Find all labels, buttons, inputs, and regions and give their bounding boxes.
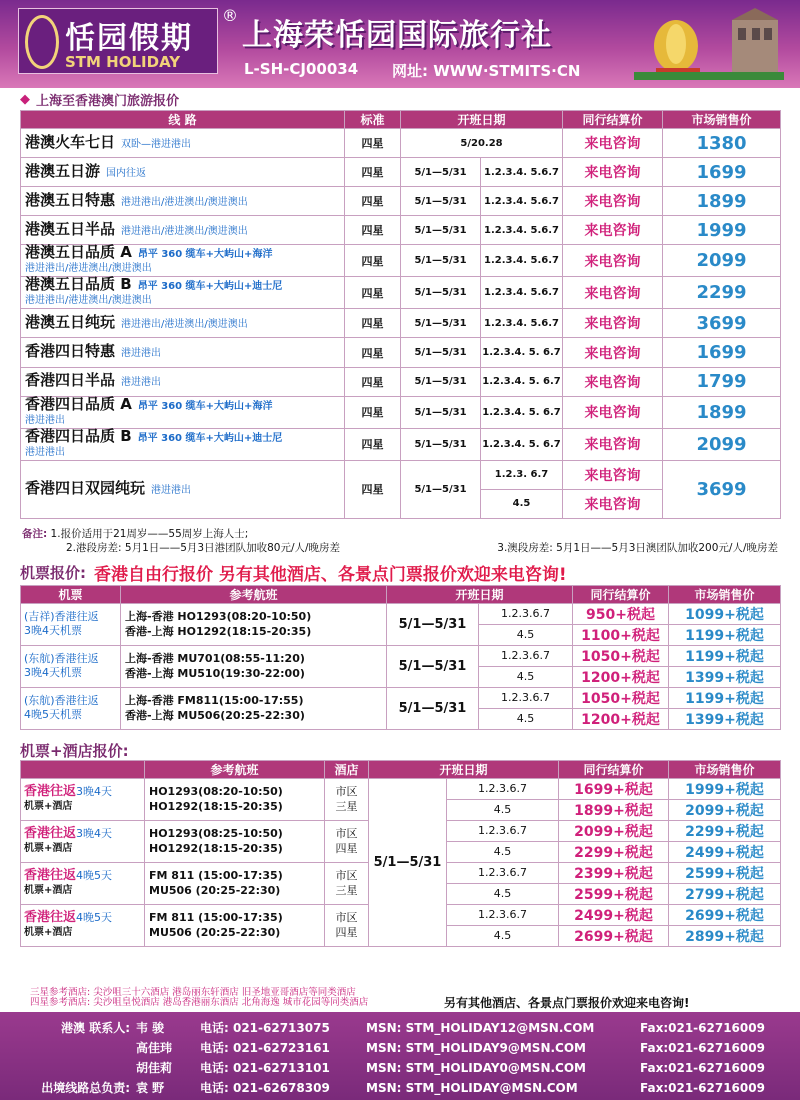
combo-weekdays: 4.5 xyxy=(447,925,559,946)
route-peer-price: 来电咨询 xyxy=(563,396,663,428)
combo-nights: 4晚5天 xyxy=(76,911,113,925)
combo-peer-price: 2399+税起 xyxy=(559,862,669,883)
contact-row xyxy=(0,1038,800,1059)
route-market-price: 1999 xyxy=(663,216,781,245)
combo-peer-price: 2299+税起 xyxy=(559,841,669,862)
combo-header-market: 市场销售价 xyxy=(669,760,781,778)
air-flight-back: 香港-上海 MU506(20:25-22:30) xyxy=(125,709,305,723)
contact-msn[interactable]: MSN: STM_HOLIDAY0@MSN.COM xyxy=(366,1061,587,1075)
combo-title: 香港往返 xyxy=(24,826,77,842)
route-market-price: 1380 xyxy=(663,129,781,158)
combo-hotel-star: 三星 xyxy=(335,884,358,898)
combo-sub: 机票+酒店 xyxy=(24,885,73,897)
header-market-price: 市场销售价 xyxy=(663,111,781,129)
contact-name: 高佳玮 xyxy=(136,1041,173,1055)
combo-title: 香港往返 xyxy=(24,910,77,926)
header-dates: 开班日期 xyxy=(401,111,563,129)
route-peer-price: 来电咨询 xyxy=(563,187,663,216)
contact-row xyxy=(0,1058,800,1079)
air-peer-price: 1200+税起 xyxy=(573,666,669,687)
tour-price-table xyxy=(20,110,781,519)
air-date: 5/1—5/31 xyxy=(387,687,479,729)
combo-hotel xyxy=(325,820,369,862)
air-flight-out: 上海-香港 MU701(08:55-11:20) xyxy=(125,652,305,666)
website-link[interactable]: 网址: WWW·STMITS·CN xyxy=(392,62,581,80)
combo-date: 5/1—5/31 xyxy=(369,778,447,946)
contact-footer xyxy=(0,1012,800,1100)
air-ticket-length: 3晚4天机票 xyxy=(24,624,82,638)
combo-market-price: 2499+税起 xyxy=(669,841,781,862)
tour-row xyxy=(21,129,781,158)
tour-row xyxy=(21,158,781,187)
route-cell xyxy=(21,216,345,245)
route-market-price: 1799 xyxy=(663,367,781,396)
route-name: 港澳五日品质 A xyxy=(25,243,132,262)
route-cell xyxy=(21,367,345,396)
tour-row xyxy=(21,216,781,245)
contact-role: 港澳 联系人: xyxy=(61,1021,130,1035)
route-date: 5/1—5/31 xyxy=(401,396,481,428)
route-market-price: 2099 xyxy=(663,428,781,460)
tours-title-text: 上海至香港澳门旅游报价 xyxy=(36,93,180,109)
air-ticket-name: (东航)香港往返 xyxy=(24,652,99,666)
tour-row xyxy=(21,396,781,428)
combo-title: 香港往返 xyxy=(24,868,77,884)
route-highlight: 昂平 360 缆车+大屿山+海洋 xyxy=(137,400,273,412)
route-weekdays: 1.2.3.4. 5.6.7 xyxy=(481,277,563,309)
combo-hotel-star: 四星 xyxy=(335,926,358,940)
route-standard: 四星 xyxy=(345,309,401,338)
air-ticket-length: 3晚4天机票 xyxy=(24,666,82,680)
air-row xyxy=(21,603,781,624)
route-cell xyxy=(21,245,345,277)
route-standard: 四星 xyxy=(345,245,401,277)
combo-flight-out: FM 811 (15:00-17:35) xyxy=(149,869,283,883)
air-peer-price: 1200+税起 xyxy=(573,708,669,729)
air-peer-price: 950+税起 xyxy=(573,603,669,624)
company-name: 上海荣恬园国际旅行社 xyxy=(242,18,552,53)
air-price-table xyxy=(20,585,781,730)
route-market-price: 2299 xyxy=(663,277,781,309)
tour-row xyxy=(21,309,781,338)
air-peer-price: 1050+税起 xyxy=(573,645,669,666)
remark-1: 1.报价适用于21周岁——55周岁上海人士; xyxy=(50,527,249,540)
route-peer-price: 来电咨询 xyxy=(563,489,663,518)
combo-hotel-star: 三星 xyxy=(335,800,358,814)
route-market-price: 1699 xyxy=(663,158,781,187)
combo-peer-price: 2099+税起 xyxy=(559,820,669,841)
route-name: 香港四日特惠 xyxy=(25,342,116,361)
route-standard: 四星 xyxy=(345,187,401,216)
contact-phone[interactable]: 电话: 021-62723161 xyxy=(200,1041,330,1055)
air-header-flight: 参考航班 xyxy=(121,585,387,603)
air-flight-back: 香港-上海 HO1292(18:15-20:35) xyxy=(125,625,312,639)
combo-header-peer: 同行结算价 xyxy=(559,760,669,778)
air-header-peer: 同行结算价 xyxy=(573,585,669,603)
route-cell xyxy=(21,309,345,338)
combo-market-price: 2699+税起 xyxy=(669,904,781,925)
remarks-label: 备注: xyxy=(22,527,48,540)
air-flights xyxy=(121,645,387,687)
contact-phone[interactable]: 电话: 021-62713075 xyxy=(200,1021,330,1035)
route-market-price: 3699 xyxy=(663,460,781,518)
combo-flights xyxy=(145,820,325,862)
air-banner: 香港自由行报价 另有其他酒店、各景点门票报价欢迎来电咨询! xyxy=(94,565,567,586)
route-weekdays: 1.2.3.4. 5.6.7 xyxy=(481,309,563,338)
route-cell xyxy=(21,396,345,428)
air-market-price: 1399+税起 xyxy=(669,708,781,729)
route-highlight: 昂平 360 缆车+大屿山+迪士尼 xyxy=(137,432,283,444)
route-market-price: 1699 xyxy=(663,338,781,367)
route-name: 港澳五日半品 xyxy=(25,219,116,238)
route-weekdays: 1.2.3.4. 5. 6.7 xyxy=(481,367,563,396)
contact-phone[interactable]: 电话: 021-62713101 xyxy=(200,1061,330,1075)
contact-fax: Fax:021-62716009 xyxy=(640,1041,765,1055)
three-star-hotels: 三星参考酒店: 尖沙咀三十六酒店 港岛丽东轩酒店 旧圣地亚哥酒店等同类酒店 xyxy=(30,987,356,998)
combo-package xyxy=(21,778,145,820)
route-weekdays: 1.2.3. 6.7 xyxy=(481,460,563,489)
air-weekdays: 4.5 xyxy=(479,708,573,729)
route-date: 5/1—5/31 xyxy=(401,367,481,396)
route-weekdays: 4.5 xyxy=(481,489,563,518)
route-date: 5/1—5/31 xyxy=(401,187,481,216)
route-market-price: 1899 xyxy=(663,396,781,428)
route-note: 港进港出/港进澳出/澳进澳出 xyxy=(121,196,248,208)
brand-en: STM HOLIDAY xyxy=(65,53,181,71)
combo-row xyxy=(21,778,781,799)
combo-sub: 机票+酒店 xyxy=(24,843,73,855)
combo-peer-price: 2699+税起 xyxy=(559,925,669,946)
combo-weekdays: 4.5 xyxy=(447,883,559,904)
air-weekdays: 1.2.3.6.7 xyxy=(479,603,573,624)
contact-msn[interactable]: MSN: STM_HOLIDAY12@MSN.COM xyxy=(366,1021,595,1035)
contact-fax: Fax:021-62716009 xyxy=(640,1081,765,1095)
combo-package xyxy=(21,862,145,904)
header-route: 线 路 xyxy=(21,111,345,129)
route-cell xyxy=(21,338,345,367)
route-note: 港进港出/港进澳出/澳进澳出 xyxy=(121,318,248,330)
route-peer-price: 来电咨询 xyxy=(563,428,663,460)
combo-flight-back: MU506 (20:25-22:30) xyxy=(149,926,281,940)
route-highlight: 昂平 360 缆车+大屿山+海洋 xyxy=(137,249,273,261)
route-peer-price: 来电咨询 xyxy=(563,129,663,158)
route-standard: 四星 xyxy=(345,158,401,187)
combo-market-price: 2099+税起 xyxy=(669,799,781,820)
combo-hotel-area: 市区 xyxy=(335,785,358,799)
route-sub: 港进港出 xyxy=(25,446,65,458)
combo-weekdays: 1.2.3.6.7 xyxy=(447,862,559,883)
contact-name: 袁 野 xyxy=(136,1081,165,1095)
route-peer-price: 来电咨询 xyxy=(563,309,663,338)
header-standard: 标准 xyxy=(345,111,401,129)
combo-sub: 机票+酒店 xyxy=(24,927,73,939)
remark-3: 3.澳段房差: 5月1日——5月3日澳团队加收200元/人/晚房差 xyxy=(497,541,778,554)
route-weekdays: 1.2.3.4. 5.6.7 xyxy=(481,158,563,187)
route-weekdays: 1.2.3.4. 5.6.7 xyxy=(481,216,563,245)
air-ticket-length: 4晚5天机票 xyxy=(24,708,82,722)
air-ticket-name: (吉祥)香港往返 xyxy=(24,610,99,624)
combo-nights: 3晚4天 xyxy=(76,827,113,841)
route-standard: 四星 xyxy=(345,396,401,428)
landmark-illustration-icon xyxy=(634,6,784,80)
combo-market-price: 2299+税起 xyxy=(669,820,781,841)
route-date: 5/1—5/31 xyxy=(401,460,481,518)
air-market-price: 1199+税起 xyxy=(669,624,781,645)
combo-market-price: 2899+税起 xyxy=(669,925,781,946)
route-date: 5/1—5/31 xyxy=(401,216,481,245)
route-name: 港澳五日纯玩 xyxy=(25,312,116,331)
air-ticket xyxy=(21,603,121,645)
air-date: 5/1—5/31 xyxy=(387,603,479,645)
route-standard: 四星 xyxy=(345,428,401,460)
combo-package xyxy=(21,904,145,946)
combo-market-price: 2799+税起 xyxy=(669,883,781,904)
tour-row xyxy=(21,367,781,396)
route-name: 港澳五日特惠 xyxy=(25,190,116,209)
tour-row xyxy=(21,428,781,460)
combo-header-flight: 参考航班 xyxy=(145,760,325,778)
header-banner xyxy=(0,0,800,88)
air-peer-price: 1050+税起 xyxy=(573,687,669,708)
diamond-icon: ◆ xyxy=(20,91,30,107)
route-market-price: 1899 xyxy=(663,187,781,216)
route-weekdays: 1.2.3.4. 5.6.7 xyxy=(481,187,563,216)
combo-flight-back: HO1292(18:15-20:35) xyxy=(149,800,283,814)
combo-weekdays: 4.5 xyxy=(447,799,559,820)
combo-flight-back: HO1292(18:15-20:35) xyxy=(149,842,283,856)
route-cell xyxy=(21,129,345,158)
tour-row xyxy=(21,277,781,309)
combo-weekdays: 4.5 xyxy=(447,841,559,862)
route-cell xyxy=(21,428,345,460)
route-name: 港澳五日品质 B xyxy=(25,275,132,294)
route-note: 国内往返 xyxy=(106,167,147,179)
contact-msn[interactable]: MSN: STM_HOLIDAY9@MSN.COM xyxy=(366,1041,587,1055)
air-header-dates: 开班日期 xyxy=(387,585,573,603)
air-ticket xyxy=(21,687,121,729)
air-flight-out: 上海-香港 HO1293(08:20-10:50) xyxy=(125,610,312,624)
air-ticket xyxy=(21,645,121,687)
remark-2: 2.港段房差: 5月1日——5月3日港团队加收80元/人/晚房差 xyxy=(66,541,341,554)
route-name: 港澳火车七日 xyxy=(25,132,116,151)
route-name: 港澳五日游 xyxy=(25,161,101,180)
brand-emblem-icon xyxy=(25,15,59,69)
remarks xyxy=(22,527,778,555)
combo-header-blank xyxy=(21,760,145,778)
route-weekdays: 1.2.3.4. 5. 6.7 xyxy=(481,396,563,428)
contact-row xyxy=(0,1078,800,1099)
route-cell xyxy=(21,158,345,187)
brand-cn: 恬园假期 xyxy=(65,21,193,56)
route-date: 5/1—5/31 xyxy=(401,277,481,309)
header-peer-price: 同行结算价 xyxy=(563,111,663,129)
air-promo xyxy=(20,561,780,585)
brand-logo xyxy=(18,8,218,74)
route-peer-price: 来电咨询 xyxy=(563,158,663,187)
combo-hotel-area: 市区 xyxy=(335,911,358,925)
route-standard: 四星 xyxy=(345,216,401,245)
route-standard: 四星 xyxy=(345,338,401,367)
contact-phone[interactable]: 电话: 021-62678309 xyxy=(200,1081,330,1095)
route-peer-price: 来电咨询 xyxy=(563,367,663,396)
combo-flight-out: HO1293(08:20-10:50) xyxy=(149,785,283,799)
route-standard: 四星 xyxy=(345,277,401,309)
route-date: 5/1—5/31 xyxy=(401,428,481,460)
combo-hotel xyxy=(325,904,369,946)
combo-heading: 机票+酒店报价: xyxy=(20,741,129,760)
combo-sub: 机票+酒店 xyxy=(24,801,73,813)
contact-fax: Fax:021-62716009 xyxy=(640,1021,765,1035)
tour-row xyxy=(21,338,781,367)
combo-weekdays: 1.2.3.6.7 xyxy=(447,778,559,799)
route-peer-price: 来电咨询 xyxy=(563,245,663,277)
air-row xyxy=(21,687,781,708)
combo-peer-price: 1899+税起 xyxy=(559,799,669,820)
air-weekdays: 1.2.3.6.7 xyxy=(479,645,573,666)
tour-row xyxy=(21,187,781,216)
combo-flights xyxy=(145,862,325,904)
registered-mark: ® xyxy=(222,6,238,25)
contact-role: 出境线路总负责: xyxy=(41,1081,130,1095)
license-number: L-SH-CJ00034 xyxy=(244,60,359,78)
contact-name: 韦 骏 xyxy=(136,1021,165,1035)
air-weekdays: 4.5 xyxy=(479,624,573,645)
route-name: 香港四日双园纯玩 xyxy=(25,478,146,497)
route-standard: 四星 xyxy=(345,129,401,158)
section-title-tours xyxy=(0,88,800,110)
route-date: 5/1—5/31 xyxy=(401,309,481,338)
combo-hotel-star: 四星 xyxy=(335,842,358,856)
air-peer-price: 1100+税起 xyxy=(573,624,669,645)
route-date: 5/1—5/31 xyxy=(401,245,481,277)
combo-title: 香港往返 xyxy=(24,784,77,800)
route-weekdays: 1.2.3.4. 5. 6.7 xyxy=(481,428,563,460)
route-market-price: 2099 xyxy=(663,245,781,277)
combo-flight-out: FM 811 (15:00-17:35) xyxy=(149,911,283,925)
air-date: 5/1—5/31 xyxy=(387,645,479,687)
combo-flights xyxy=(145,904,325,946)
route-name: 香港四日品质 B xyxy=(25,426,132,445)
route-cell xyxy=(21,187,345,216)
route-note: 港进港出/港进澳出/澳进澳出 xyxy=(121,225,248,237)
route-peer-price: 来电咨询 xyxy=(563,216,663,245)
combo-peer-price: 1699+税起 xyxy=(559,778,669,799)
combo-hotel-area: 市区 xyxy=(335,827,358,841)
route-date: 5/1—5/31 xyxy=(401,158,481,187)
air-header-ticket: 机票 xyxy=(21,585,121,603)
air-weekdays: 1.2.3.6.7 xyxy=(479,687,573,708)
tour-table-header xyxy=(21,111,781,129)
combo-flights xyxy=(145,778,325,820)
combo-weekdays: 1.2.3.6.7 xyxy=(447,904,559,925)
four-star-hotels: 四星参考酒店: 尖沙咀皇悦酒店 港岛香港丽东酒店 北角海逸 城市花园等同类酒店 xyxy=(30,997,369,1008)
route-date: 5/1—5/31 xyxy=(401,338,481,367)
combo-flight-out: HO1293(08:25-10:50) xyxy=(149,827,283,841)
route-peer-price: 来电咨询 xyxy=(563,277,663,309)
combo-package xyxy=(21,820,145,862)
tour-row xyxy=(21,460,781,489)
tour-row xyxy=(21,245,781,277)
combo-nights: 4晚5天 xyxy=(76,869,113,883)
combo-header-dates: 开班日期 xyxy=(369,760,559,778)
route-date: 5/20.28 xyxy=(401,129,563,158)
combo-price-table xyxy=(20,760,781,947)
route-sub: 港进港出/港进澳出/澳进澳出 xyxy=(25,263,152,275)
route-sub: 港进港出/港进澳出/澳进澳出 xyxy=(25,295,152,307)
air-header-market: 市场销售价 xyxy=(669,585,781,603)
route-sub: 港进港出 xyxy=(25,414,65,426)
air-weekdays: 4.5 xyxy=(479,666,573,687)
contact-row xyxy=(0,1018,800,1039)
combo-hotel xyxy=(325,778,369,820)
route-weekdays: 1.2.3.4. 5.6.7 xyxy=(481,245,563,277)
route-cell xyxy=(21,277,345,309)
air-flight-out: 上海-香港 FM811(15:00-17:55) xyxy=(125,694,304,708)
route-name: 香港四日品质 A xyxy=(25,394,132,413)
route-standard: 四星 xyxy=(345,460,401,518)
combo-peer-price: 2599+税起 xyxy=(559,883,669,904)
combo-table-header xyxy=(21,760,781,778)
air-table-header xyxy=(21,585,781,603)
route-note: 双卧—港进港出 xyxy=(121,138,192,150)
route-note: 港进港出 xyxy=(151,484,192,496)
route-name: 香港四日半品 xyxy=(25,371,116,390)
route-cell xyxy=(21,460,345,518)
route-note: 港进港出 xyxy=(121,348,162,360)
air-row xyxy=(21,645,781,666)
air-heading: 机票报价: xyxy=(20,564,86,583)
route-standard: 四星 xyxy=(345,367,401,396)
more-info-note: 另有其他酒店、各景点门票报价欢迎来电咨询! xyxy=(444,996,690,1010)
combo-peer-price: 2499+税起 xyxy=(559,904,669,925)
contact-fax: Fax:021-62716009 xyxy=(640,1061,765,1075)
route-peer-price: 来电咨询 xyxy=(563,338,663,367)
air-flights xyxy=(121,603,387,645)
route-market-price: 3699 xyxy=(663,309,781,338)
contact-msn[interactable]: MSN: STM_HOLIDAY@MSN.COM xyxy=(366,1081,578,1095)
combo-market-price: 1999+税起 xyxy=(669,778,781,799)
air-market-price: 1399+税起 xyxy=(669,666,781,687)
combo-header-hotel: 酒店 xyxy=(325,760,369,778)
combo-market-price: 2599+税起 xyxy=(669,862,781,883)
route-highlight: 昂平 360 缆车+大屿山+迪士尼 xyxy=(137,281,283,293)
air-flights xyxy=(121,687,387,729)
combo-nights: 3晚4天 xyxy=(76,785,113,799)
air-market-price: 1199+税起 xyxy=(669,645,781,666)
route-peer-price: 来电咨询 xyxy=(563,460,663,489)
combo-flight-back: MU506 (20:25-22:30) xyxy=(149,884,281,898)
route-weekdays: 1.2.3.4. 5. 6.7 xyxy=(481,338,563,367)
combo-weekdays: 1.2.3.6.7 xyxy=(447,820,559,841)
air-market-price: 1199+税起 xyxy=(669,687,781,708)
air-flight-back: 香港-上海 MU510(19:30-22:00) xyxy=(125,667,305,681)
combo-hotel xyxy=(325,862,369,904)
air-market-price: 1099+税起 xyxy=(669,603,781,624)
contact-name: 胡佳莉 xyxy=(136,1061,173,1075)
air-ticket-name: (东航)香港往返 xyxy=(24,694,99,708)
combo-hotel-area: 市区 xyxy=(335,869,358,883)
route-note: 港进港出 xyxy=(121,377,162,389)
